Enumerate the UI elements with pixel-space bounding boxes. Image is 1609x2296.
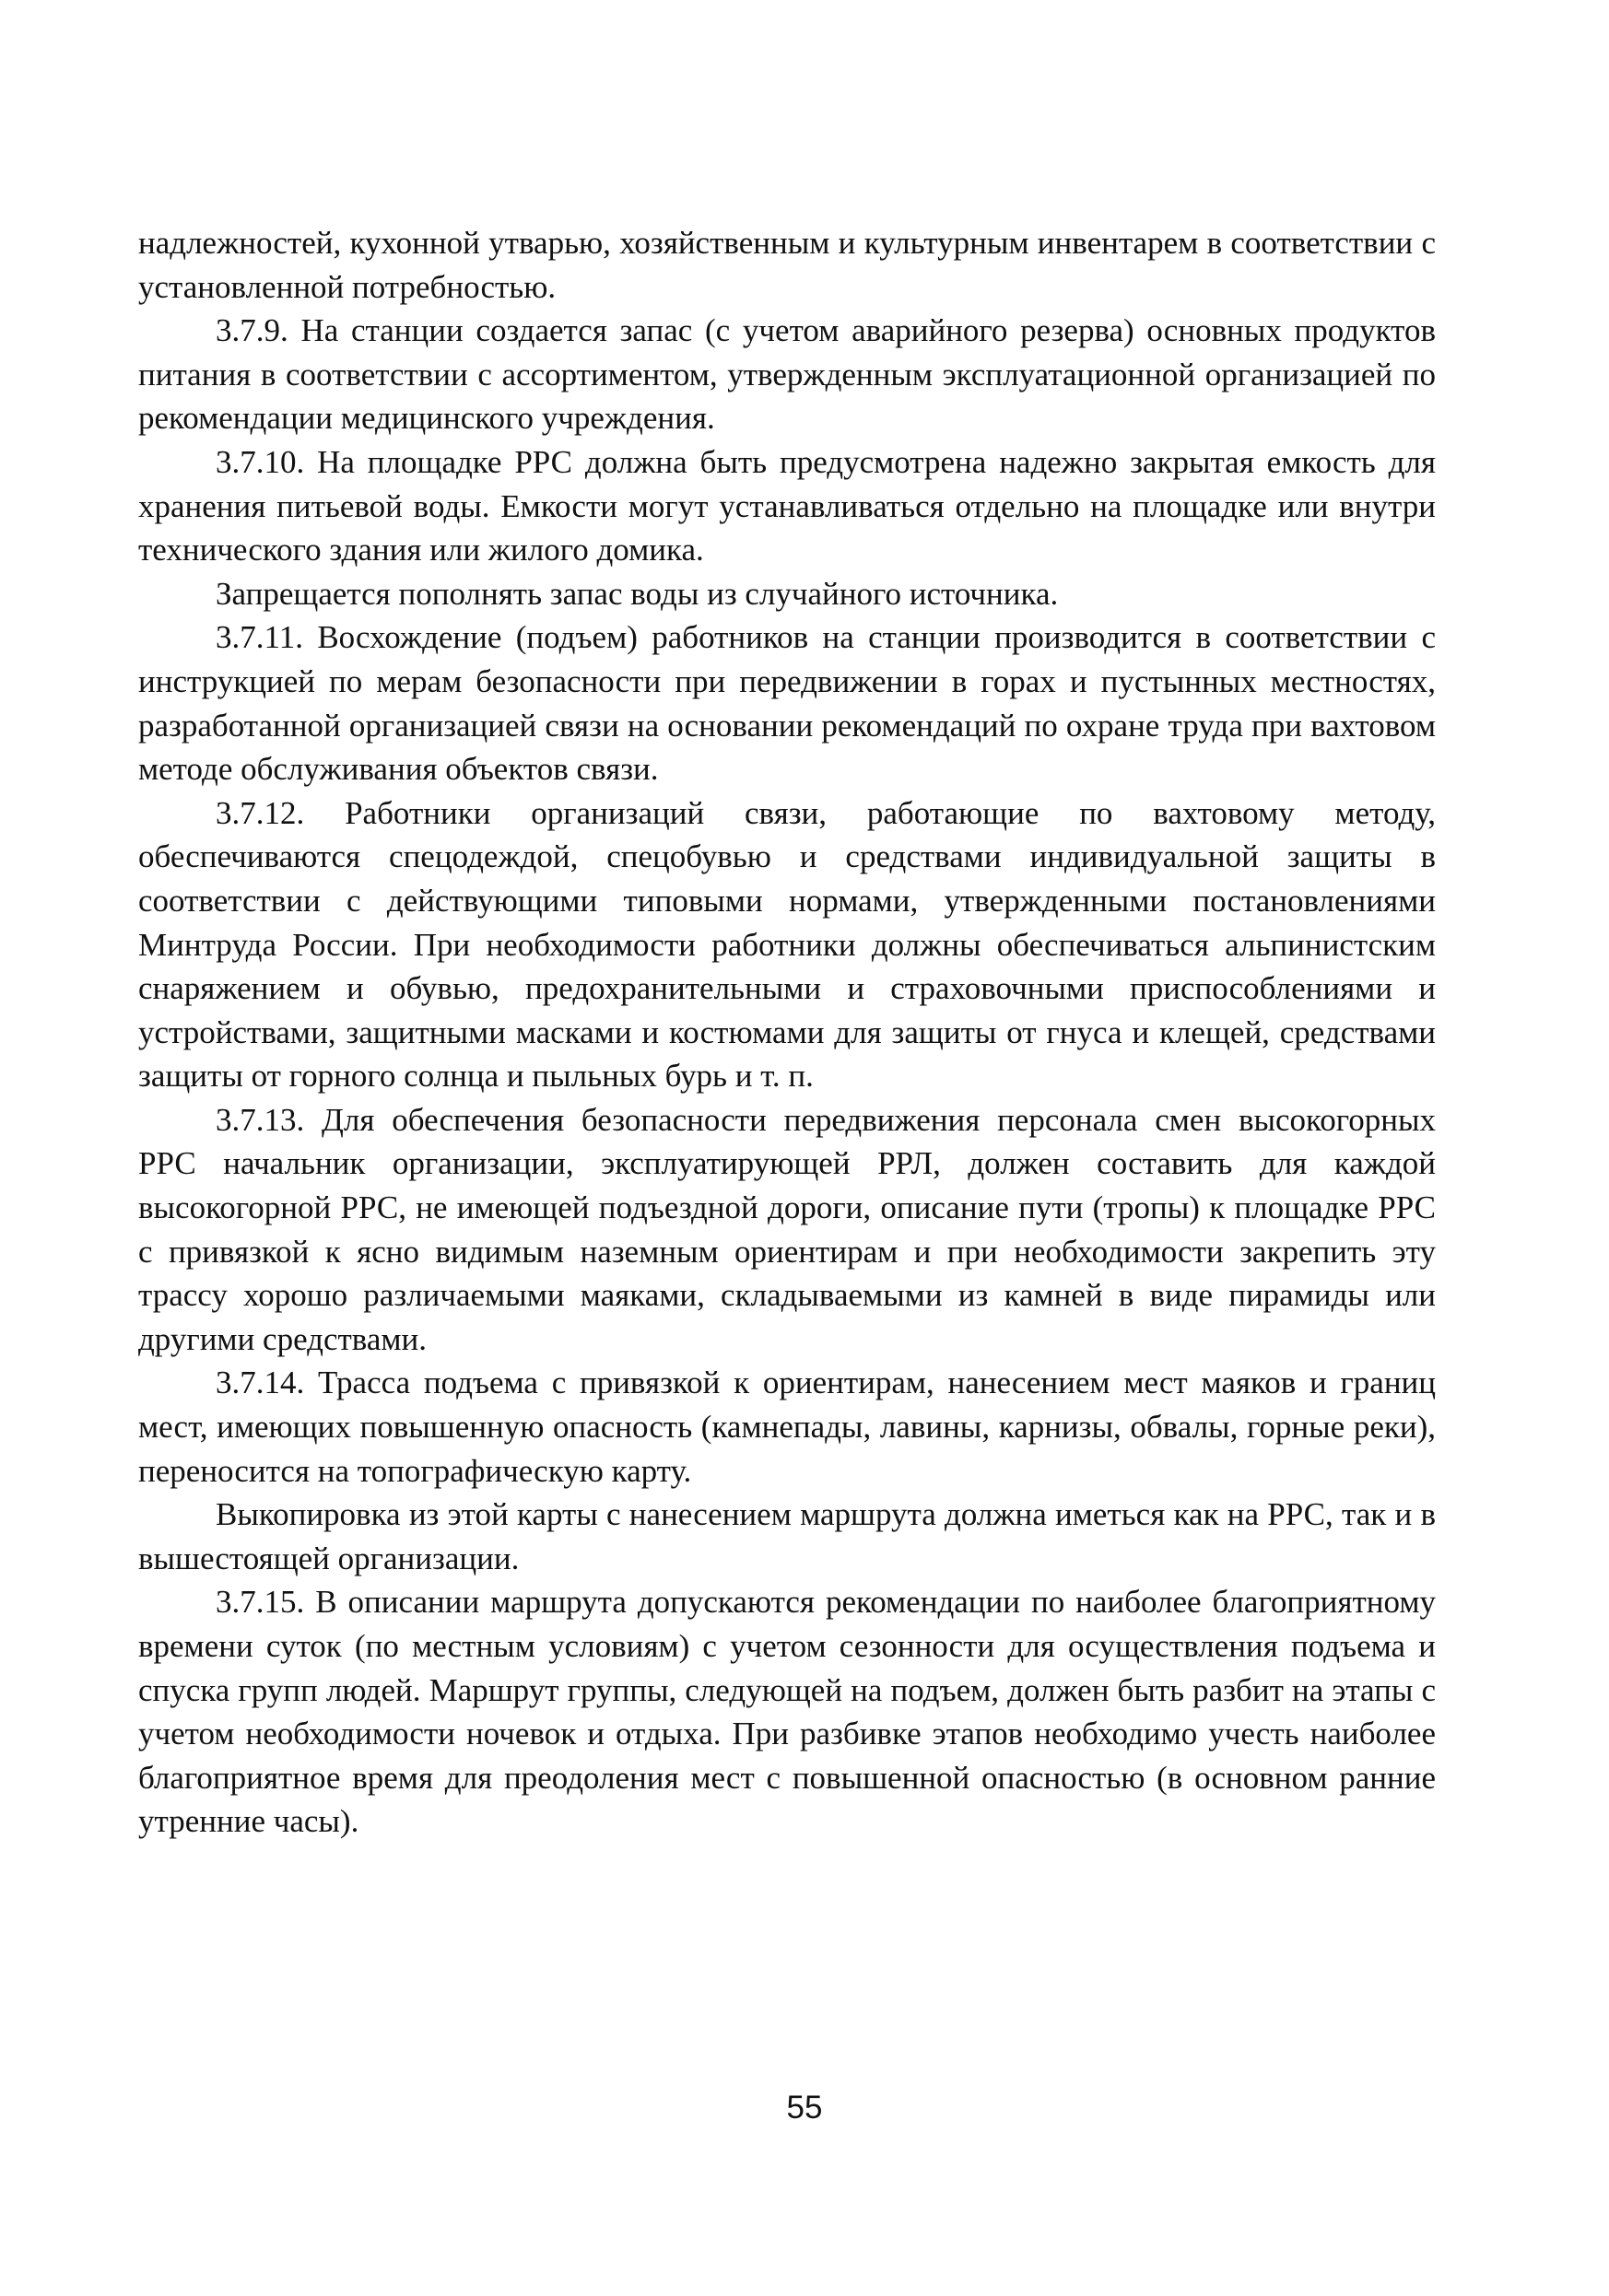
paragraph-number: 3.7.9. (216, 312, 288, 349)
page-number: 55 (786, 2090, 823, 2126)
paragraph-water-prohibition (138, 572, 1436, 616)
paragraph-text: Выкопировка из этой карты с нанесением маршрута должна иметься как на РРС, так и в вышестоящей организации. (138, 1496, 1436, 1576)
paragraph-text: На станции создается запас (с учетом аварийного резерва) основных продуктов питания в соответствии с ассортиментом, утвержденным эксплуатационной организацией по рекомендации медицинского учреждения. (138, 312, 1436, 437)
paragraph-3-7-10 (138, 440, 1436, 572)
paragraph-text: В описании маршрута допускаются рекомендации по наиболее благоприятному времени суток (по местным условиям) с учетом сезонности для осуществления подъема и спуска групп людей. Маршрут группы, следующей на подъем, должен быть разбит на этапы с учетом необходимости ночевок и отдыха. При разбивке этапов необходимо учесть наиболее благоприятное время для преодоления мест с повышенной опасностью (в основном ранние утренние часы). (138, 1584, 1437, 1840)
paragraph-text: Работники организаций связи, работающие по вахтовому методу, обеспечиваются спецодеждой, спецобувью и средствами индивидуальной защиты в соответствии с действующими типовыми нормами, утвержденными постановлениями Минтруда России. При необходимости работники должны обеспечиваться альпинистским снаряжением и обувью, предохранительными и страховочными приспособлениями и устройствами, защитными масками и костюмами для защиты от гнуса и клещей, средствами защиты от горного солнца и пыльных бурь и т. п. (138, 794, 1436, 1095)
paragraph-number: 3.7.14. (216, 1365, 305, 1401)
paragraph-3-7-13 (138, 1098, 1436, 1362)
paragraph-3-7-15 (138, 1580, 1436, 1844)
paragraph-text: На площадке РРС должна быть предусмотрена надежно закрытая емкость для хранения питьевой воды. Емкости могут устанавливаться отдельно на площадке или внутри технического здания или жилого домика. (138, 443, 1436, 568)
paragraph-text: надлежностей, кухонной утварью, хозяйственным и культурным инвентарем в соответствии с установленной потребностью. (138, 225, 1436, 305)
paragraph-number: 3.7.11. (216, 619, 303, 656)
paragraph-number: 3.7.12. (216, 794, 305, 831)
paragraph-map-copy (138, 1493, 1436, 1580)
paragraph-text: Запрещается пополнять запас воды из случайного источника. (216, 575, 1059, 612)
paragraph-3-7-9 (138, 309, 1436, 440)
paragraph-3-7-12 (138, 791, 1436, 1098)
paragraph-3-7-14 (138, 1361, 1436, 1493)
paragraph-continuation (138, 221, 1436, 309)
paragraph-text: Трасса подъема с привязкой к ориентирам, нанесением мест маяков и границ мест, имеющих повышенную опасность (камнепады, лавины, карнизы, обвалы, горные реки), переносится на топографическую карту. (138, 1365, 1437, 1489)
paragraph-text: Восхождение (подъем) работников на станции производится в соответствии с инструкцией по мерам безопасности при передвижении в горах и пустынных местностях, разработанной организацией связи на основании рекомендаций по охране труда при вахтовом методе обслуживания объектов связи. (138, 619, 1436, 788)
body-text (138, 221, 1436, 1844)
paragraph-3-7-11 (138, 615, 1436, 791)
paragraph-text: Для обеспечения безопасности передвижения персонала смен высокогорных РРС начальник организации, эксплуатирующей РРЛ, должен составить для каждой высокогорной РРС, не имеющей подъездной дороги, описание пути (тропы) к площадке РРС с привязкой к ясно видимым наземным ориентирам и при необходимости закрепить эту трассу хорошо различаемыми маяками, складываемыми из камней в виде пирамиды или другими средствами. (138, 1101, 1436, 1357)
paragraph-number: 3.7.13. (216, 1101, 305, 1138)
paragraph-number: 3.7.10. (216, 443, 305, 480)
paragraph-number: 3.7.15. (216, 1584, 305, 1621)
